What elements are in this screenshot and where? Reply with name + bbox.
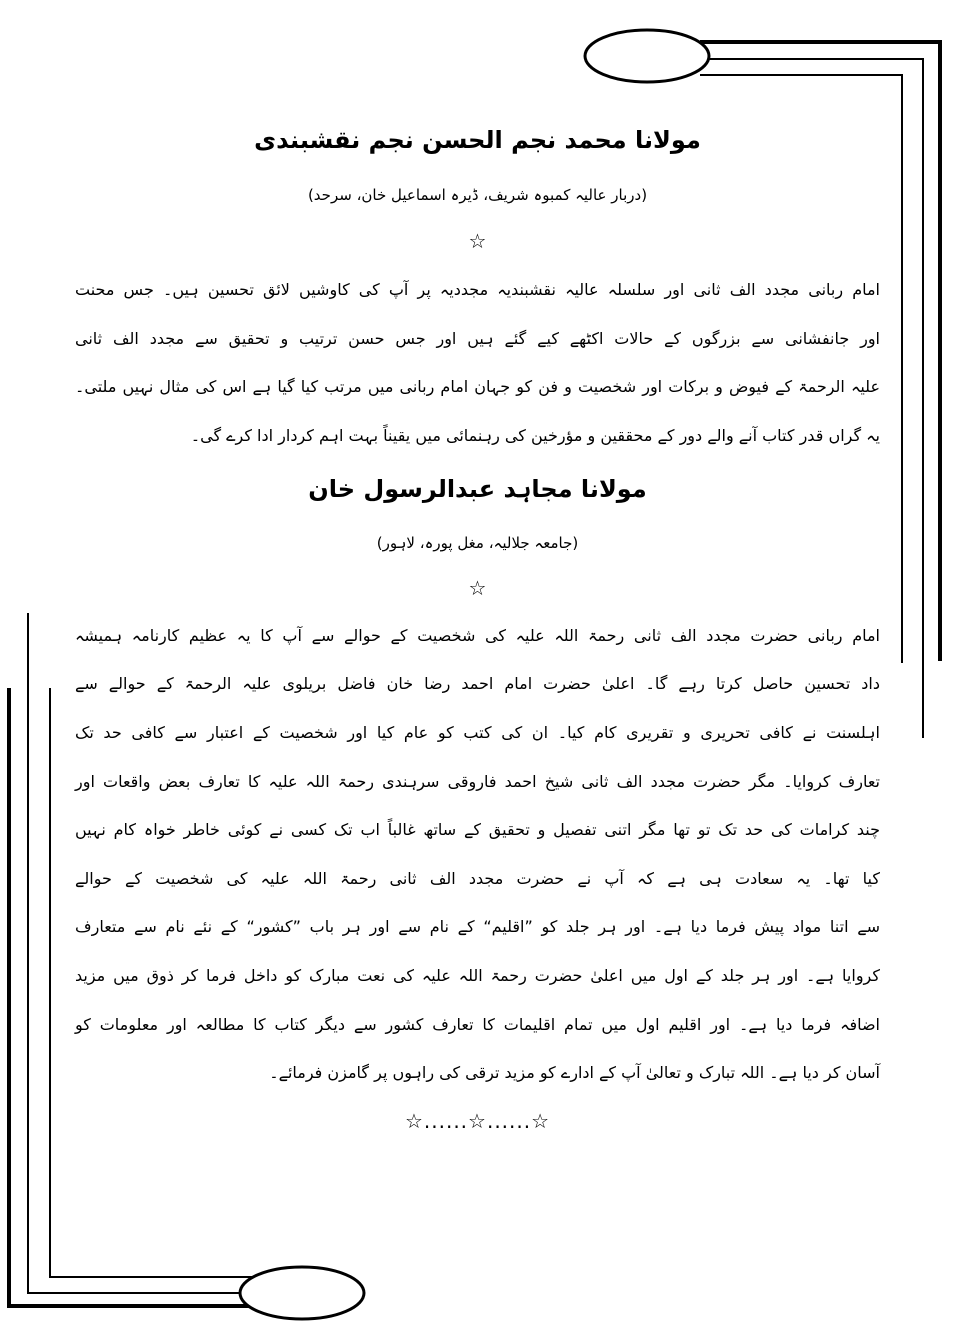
star-separator-2: ☆: [468, 575, 487, 600]
testimonial-paragraph-2: [75, 621, 880, 1088]
author-name-1: مولانا محمد نجم الحسن نجم نقشبندی: [254, 126, 701, 154]
paragraph-line: داد تحسین حاصل کرتا رہے گا۔ اعلیٰ حضرت امام احمد رضا خان فاضل بریلوی علیہ الرحمۃ کے حوالے سے: [75, 674, 880, 694]
end-star-ornament: ☆......☆......☆: [404, 1109, 551, 1134]
paragraph-line: اور جانفشانی سے بزرگوں کے حالات اکٹھے کیے گئے ہیں اور جس حسن ترتیب و تحقیق سے مجدد الف ثانی: [75, 328, 880, 348]
paragraph-line: یہ گراں قدر کتاب آنے والے دور کے محققین و مؤرخین کی رہنمائی میں یقیناً بہت اہم کردار ادا کرے گی۔: [190, 425, 880, 445]
paragraph-line: کروایا ہے۔ اور ہر جلد کے اول میں اعلیٰ حضرت رحمۃ اللہ علیہ کی نعت مبارک کو داخل فرما کر ذوق میں مزید: [75, 965, 880, 985]
author-name-2: مولانا مجاہد عبدالرسول خان: [308, 474, 647, 503]
paragraph-line: اضافہ فرما دیا ہے۔ اور اقلیم اول میں تمام اقلیمات کا تعارف کشور سے دیگر کتاب کا مطالعہ اور معلومات کو: [75, 1014, 880, 1034]
document-body: [75, 120, 880, 1135]
paragraph-line: سے اتنا مواد پیش فرما دیا ہے۔ اور ہر جلد کو ”اقلیم“ کے نام سے اور ہر باب ”کشور“ کے نئے نام سے متعارف: [75, 917, 880, 937]
border-ornament-oval-top: [585, 30, 709, 82]
paragraph-line: اہلسنت نے کافی تحریری و تقریری کام کیا۔ ان کی کتب کو عام کیا اور شخصیت کے اعتبار سے کافی حد تک: [75, 722, 880, 742]
paragraph-line: تعارف کروایا۔ مگر حضرت مجدد الف ثانی شیخ احمد فاروقی سرہندی رحمۃ اللہ علیہ کا تعارف بعض واقعات اور: [75, 771, 880, 791]
author-affiliation-2: (جامعہ جلالیہ، مغل پورہ، لاہور): [376, 533, 579, 552]
paragraph-line: امام ربانی مجدد الف ثانی اور سلسلہ عالیہ نقشبندیہ مجددیہ پر آپ کی کاوشیں لائق تحسین ہیں۔ جس محنت: [75, 280, 881, 299]
star-separator-1: ☆: [468, 229, 487, 253]
paragraph-line: کیا تھا۔ یہ سعادت ہی ہے کہ آپ نے حضرت مجدد الف ثانی رحمۃ اللہ علیہ کی شخصیت کے حوالے: [75, 868, 880, 888]
paragraph-line: چند کرامات کی حد تک تو تھا مگر اتنی تفصیل و تحقیق کے ساتھ غالباً اب تک کسی نے کوئی خاطر خواہ کام نہیں: [75, 820, 880, 840]
author-affiliation-1: (دربار عالیہ کمبوہ شریف، ڈیرہ اسماعیل خان، سرحد): [307, 186, 648, 204]
paragraph-line: علیہ الرحمۃ کے فیوض و برکات اور شخصیت و فن کو جہان امام ربانی میں مرتب کیا گیا ہے اس کی مثال نہیں ملتی۔: [75, 377, 880, 397]
paragraph-line: آسان کر دیا ہے۔ اللہ تبارک و تعالیٰ آپ کے ادارے کو مزید ترقی کی راہوں پر گامزن فرمائے۔: [269, 1063, 880, 1083]
testimonial-paragraph-1: [75, 275, 880, 451]
border-ornament-oval-bottom: [240, 1267, 364, 1319]
paragraph-line: امام ربانی حضرت مجدد الف ثانی رحمۃ اللہ علیہ کی شخصیت کے حوالے سے آپ کا یہ عظیم کارنامہ ہمیشہ: [75, 625, 880, 645]
